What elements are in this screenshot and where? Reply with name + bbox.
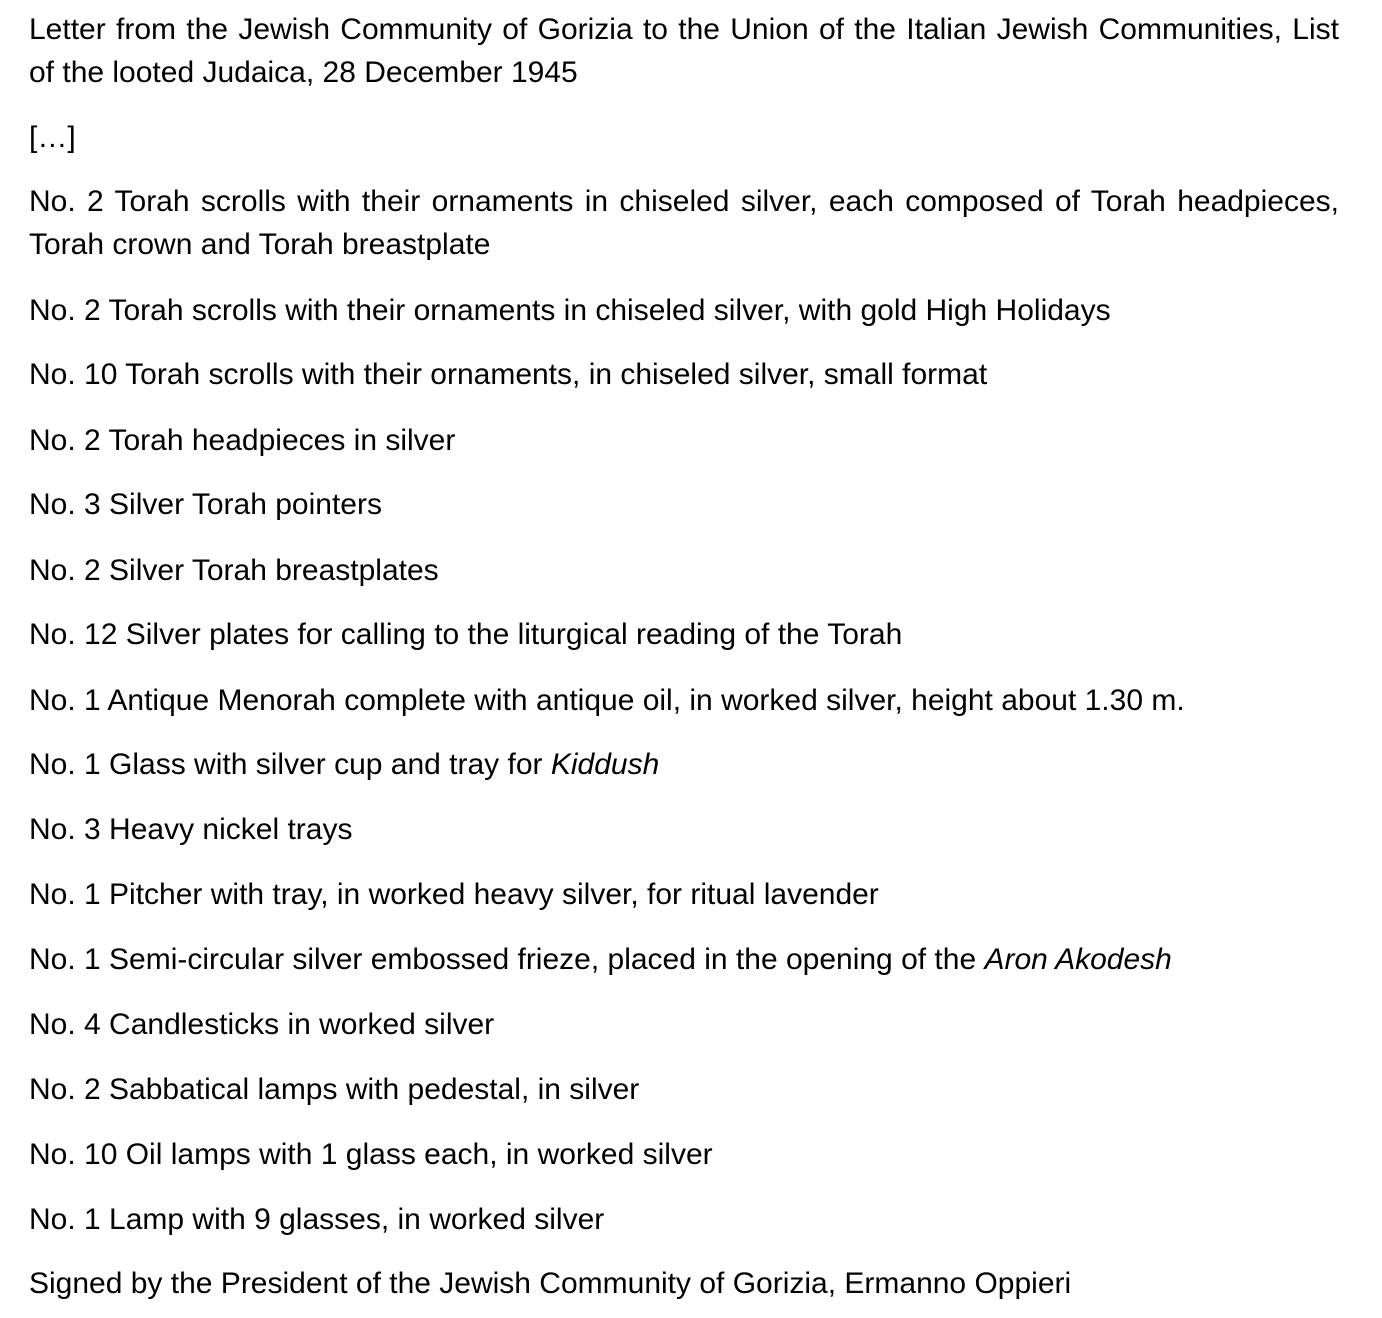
list-item: No. 12 Silver plates for calling to the liturgical reading of the Torah — [29, 618, 903, 651]
list-item: No. 4 Candlesticks in worked silver — [29, 1008, 495, 1041]
list-item: No. 10 Oil lamps with 1 glass each, in worked silver — [29, 1138, 713, 1171]
list-item: No. 1 Pitcher with tray, in worked heavy silver, for ritual lavender — [29, 878, 879, 911]
list-item: No. 1 Lamp with 9 glasses, in worked silver — [29, 1203, 605, 1236]
list-item: No. 2 Silver Torah breastplates — [29, 554, 439, 587]
document-title: Letter from the Jewish Community of Gorizia to the Union of the Italian Jewish Communities, List of the looted Judaica, 28 December 1945 — [29, 13, 1339, 89]
list-item: No. 1 Antique Menorah complete with antique oil, in worked silver, height about 1.30 m. — [29, 684, 1185, 717]
list-item: No. 2 Torah headpieces in silver — [29, 424, 456, 457]
signature-line: Signed by the President of the Jewish Community of Gorizia, Ermanno Oppieri — [29, 1267, 1072, 1300]
list-item: No. 2 Torah scrolls with their ornaments in chiseled silver, each composed of Torah headpieces, Torah crown and Torah breastplate — [29, 185, 1339, 261]
list-item: No. 1 Glass with silver cup and tray for Kiddush — [29, 748, 660, 781]
list-item: No. 10 Torah scrolls with their ornaments, in chiseled silver, small format — [29, 358, 988, 391]
list-item: No. 2 Torah scrolls with their ornaments in chiseled silver, with gold High Holidays — [29, 294, 1111, 327]
omission-mark: […] — [29, 121, 76, 154]
list-item: No. 1 Semi-circular silver embossed frieze, placed in the opening of the Aron Akodesh — [29, 943, 1172, 976]
list-item: No. 2 Sabbatical lamps with pedestal, in silver — [29, 1073, 640, 1106]
list-item: No. 3 Silver Torah pointers — [29, 488, 382, 521]
list-item: No. 3 Heavy nickel trays — [29, 813, 353, 846]
